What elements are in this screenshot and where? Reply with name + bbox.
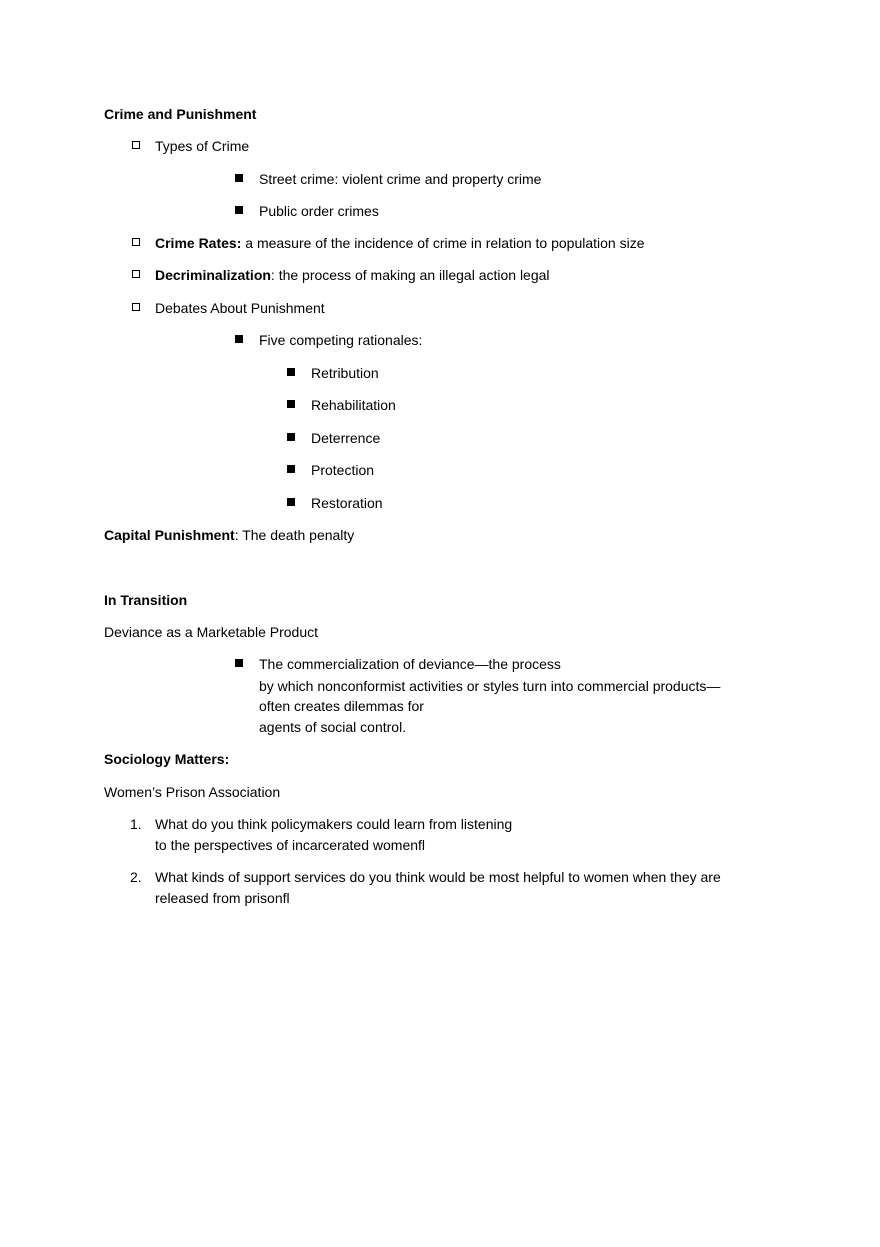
question-number: 1.	[130, 816, 142, 832]
types-of-crime-label: Types of Crime	[155, 138, 250, 154]
rationale-item: Retribution	[311, 365, 379, 381]
filled-square-bullet-icon	[287, 465, 295, 473]
debates-label: Debates About Punishment	[155, 300, 325, 316]
filled-square-bullet-icon	[287, 498, 295, 506]
question-text-line: What kinds of support services do you think would be most helpful to women when they are	[155, 869, 721, 885]
question-text-line: to the perspectives of incarcerated womenfl	[155, 837, 426, 853]
filled-square-bullet-icon	[235, 335, 243, 343]
rationale-item: Restoration	[311, 495, 383, 511]
filled-square-bullet-icon	[287, 400, 295, 408]
heading-sociology-matters: Sociology Matters:	[104, 751, 230, 767]
marketable-text-line: by which nonconformist activities or styles turn into commercial products—	[259, 678, 721, 694]
decriminalization-definition	[155, 265, 550, 285]
crime-rates-definition	[155, 233, 645, 253]
question-text-line: released from prisonfl	[155, 890, 290, 906]
marketable-text-line: often creates dilemmas for	[259, 698, 424, 714]
capital-punishment-text: : The death penalty	[234, 527, 355, 543]
hollow-square-bullet-icon	[132, 141, 140, 149]
decriminalization-text: : the process of making an illegal action legal	[270, 267, 550, 283]
hollow-square-bullet-icon	[132, 303, 140, 311]
filled-square-bullet-icon	[235, 206, 243, 214]
hollow-square-bullet-icon	[132, 238, 140, 246]
crime-rates-text: a measure of the incidence of crime in relation to population size	[241, 235, 645, 251]
crime-type-item: Street crime: violent crime and property crime	[259, 171, 542, 187]
rationale-item: Rehabilitation	[311, 397, 396, 413]
crime-rates-term: Crime Rates:	[155, 235, 242, 251]
hollow-square-bullet-icon	[132, 270, 140, 278]
rationale-item: Protection	[311, 462, 375, 478]
filled-square-bullet-icon	[287, 368, 295, 376]
capital-punishment-line	[104, 525, 354, 545]
rationales-label: Five competing rationales:	[259, 332, 423, 348]
marketable-text-line: agents of social control.	[259, 719, 407, 735]
question-number: 2.	[130, 869, 142, 885]
filled-square-bullet-icon	[235, 659, 243, 667]
decriminalization-term: Decriminalization	[155, 267, 271, 283]
heading-crime-and-punishment: Crime and Punishment	[104, 106, 257, 122]
heading-in-transition: In Transition	[104, 592, 188, 608]
filled-square-bullet-icon	[235, 174, 243, 182]
capital-punishment-term: Capital Punishment	[104, 527, 235, 543]
question-text-line: What do you think policymakers could learn from listening	[155, 816, 513, 832]
rationale-item: Deterrence	[311, 430, 381, 446]
crime-type-item: Public order crimes	[259, 203, 379, 219]
marketable-product-title: Deviance as a Marketable Product	[104, 624, 318, 640]
marketable-text-line: The commercialization of deviance—the process	[259, 656, 561, 672]
wpa-title: Women’s Prison Association	[104, 784, 281, 800]
filled-square-bullet-icon	[287, 433, 295, 441]
